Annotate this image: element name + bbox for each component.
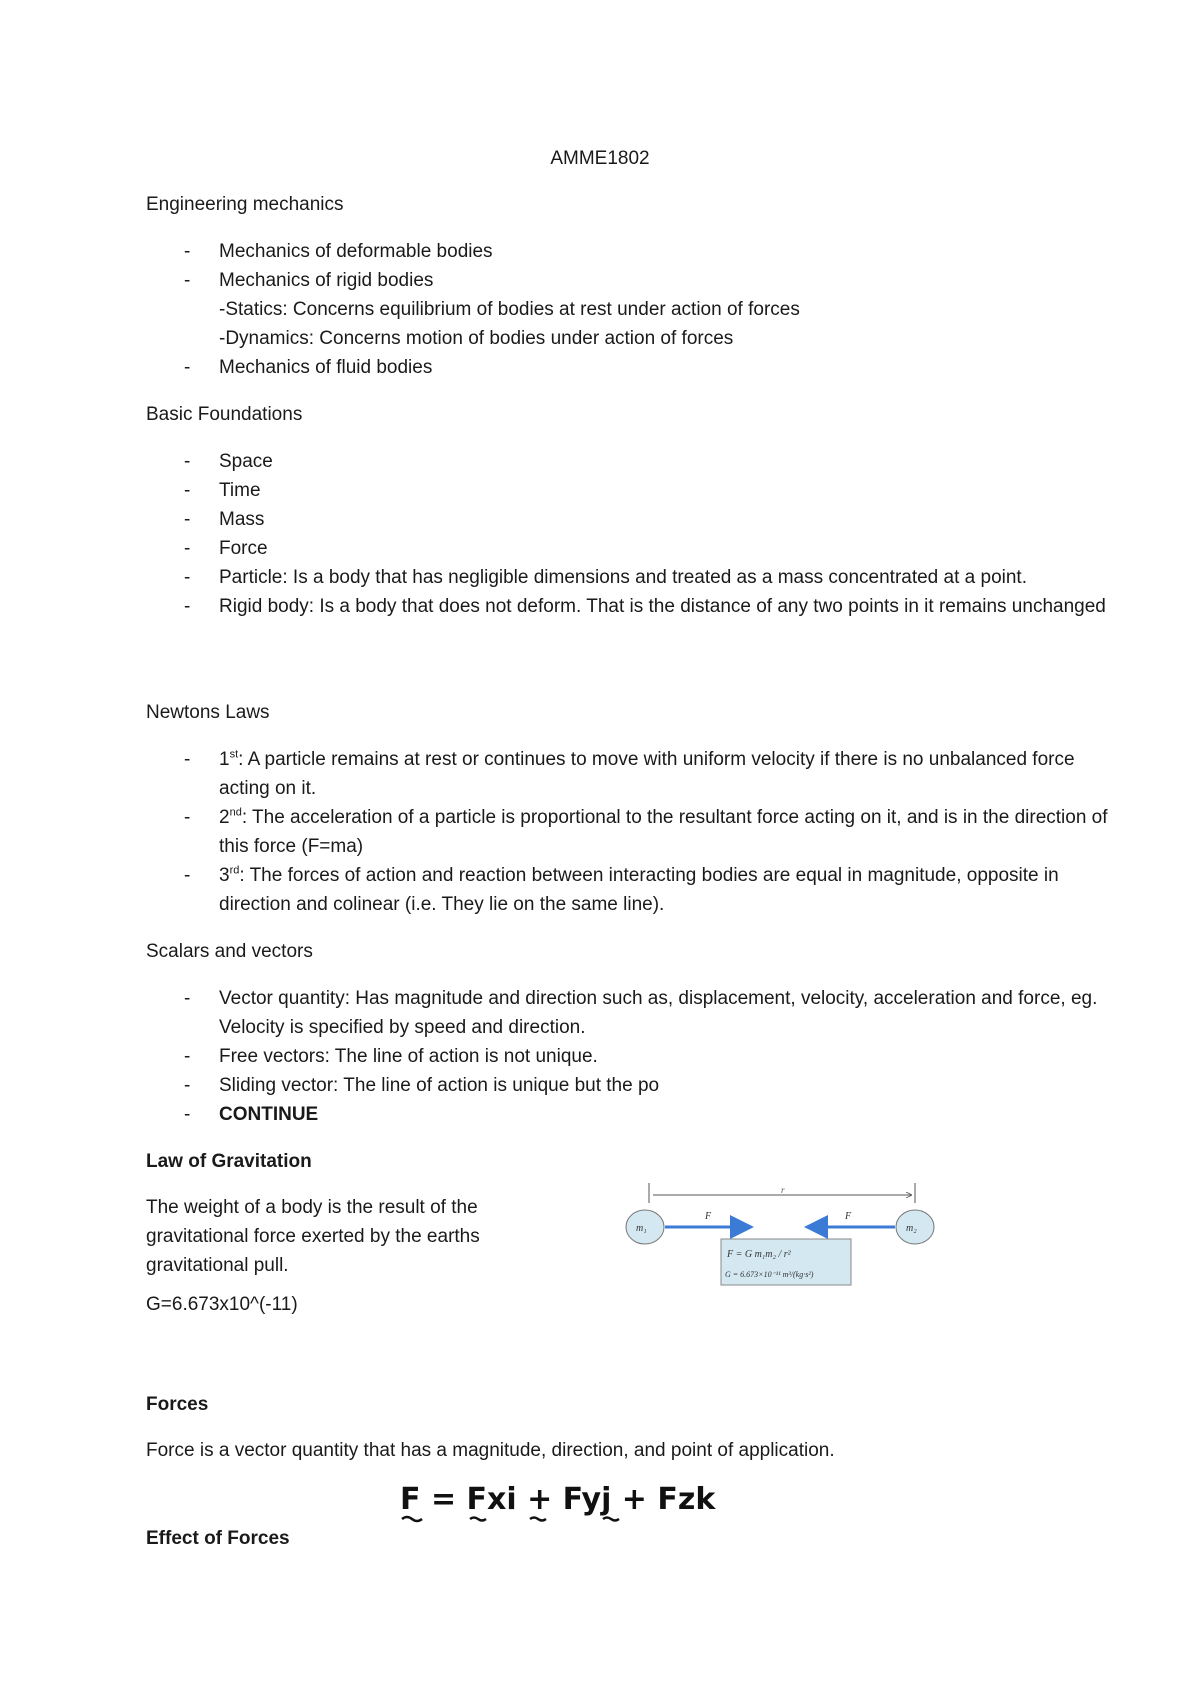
- gravitation-diagram: [625, 1183, 945, 1293]
- list-item: - Free vectors: The line of action is not unique.: [184, 1046, 598, 1067]
- list-scalars-vectors: [146, 984, 1109, 1129]
- gravitational-constant: G=6.673x10^(-11): [146, 1294, 298, 1315]
- document-title: AMME1802: [550, 148, 650, 169]
- list-item: - Vector quantity: Has magnitude and direction such as, displacement, velocity, acceleration and force, eg. Velocity is specified by speed and direction.: [184, 988, 1098, 1038]
- force-label-left: F: [705, 1211, 712, 1222]
- heading-newtons-laws: Newtons Laws: [146, 702, 270, 723]
- formula-line-2: G = 6.673×10⁻¹¹ m³/(kg·s²): [725, 1270, 814, 1279]
- list-item: - 3rd: The forces of action and reaction between interacting bodies are equal in magnitude, opposite in direction and colinear (i.e. They lie on the same line).: [184, 864, 1059, 915]
- list-item: - Time: [184, 480, 261, 501]
- underline-tilde-4: [603, 1518, 619, 1521]
- list-item: - Rigid body: Is a body that does not deform. That is the distance of any two points in it remains unchanged: [184, 596, 1106, 617]
- underline-tilde-2: [470, 1518, 486, 1521]
- list-item: - Space: [184, 451, 273, 472]
- list-newtons-laws: [146, 745, 1109, 919]
- force-vector-formula: [398, 1477, 716, 1527]
- list-item: - 2nd: The acceleration of a particle is proportional to the resultant force acting on it, and is in the direction of this force (F=ma): [184, 806, 1108, 857]
- list-item: - Force: [184, 538, 268, 559]
- gravitation-paragraph: The weight of a body is the result of the gravitational force exerted by the earths gravitational pull.: [146, 1197, 480, 1276]
- list-item: - Mechanics of deformable bodies: [184, 241, 493, 262]
- heading-law-of-gravitation: Law of Gravitation: [146, 1151, 312, 1172]
- list-item: - Sliding vector: The line of action is unique but the po: [184, 1075, 660, 1096]
- heading-effect-of-forces: Effect of Forces: [146, 1528, 290, 1549]
- heading-engineering-mechanics: Engineering mechanics: [146, 194, 344, 215]
- list-item: - CONTINUE: [184, 1104, 319, 1125]
- r-label: r: [781, 1185, 785, 1195]
- list-engineering-mechanics: [146, 237, 1109, 382]
- heading-scalars-vectors: Scalars and vectors: [146, 941, 313, 962]
- list-item: - Particle: Is a body that has negligible dimensions and treated as a mass concentrated at a point.: [184, 567, 1027, 588]
- forces-paragraph: Force is a vector quantity that has a magnitude, direction, and point of application.: [146, 1440, 835, 1461]
- list-basic-foundations: [146, 447, 1109, 621]
- list-item: - Mechanics of rigid bodies: [184, 270, 434, 291]
- heading-basic-foundations: Basic Foundations: [146, 404, 303, 425]
- list-item: -Dynamics: Concerns motion of bodies under action of forces: [219, 328, 734, 349]
- svg-text:m₂: m₂: [906, 1223, 917, 1234]
- list-item: - Mass: [184, 509, 265, 530]
- list-item: - 1st: A particle remains at rest or continues to move with uniform velocity if there is no unbalanced force acting on it.: [184, 748, 1075, 799]
- heading-forces: Forces: [146, 1394, 209, 1415]
- underline-tilde-1: [402, 1517, 422, 1521]
- list-item: -Statics: Concerns equilibrium of bodies at rest under action of forces: [219, 299, 800, 320]
- force-label-right: F: [845, 1211, 852, 1222]
- list-item: - Mechanics of fluid bodies: [184, 357, 433, 378]
- svg-text:F = Fxi + Fyj + Fzk: F = Fxi + Fyj + Fzk: [400, 1482, 716, 1517]
- formula-line-1: F = G m₁m₂ / r²: [727, 1249, 791, 1260]
- svg-text:m₁: m₁: [636, 1223, 647, 1234]
- underline-tilde-3: [530, 1518, 546, 1521]
